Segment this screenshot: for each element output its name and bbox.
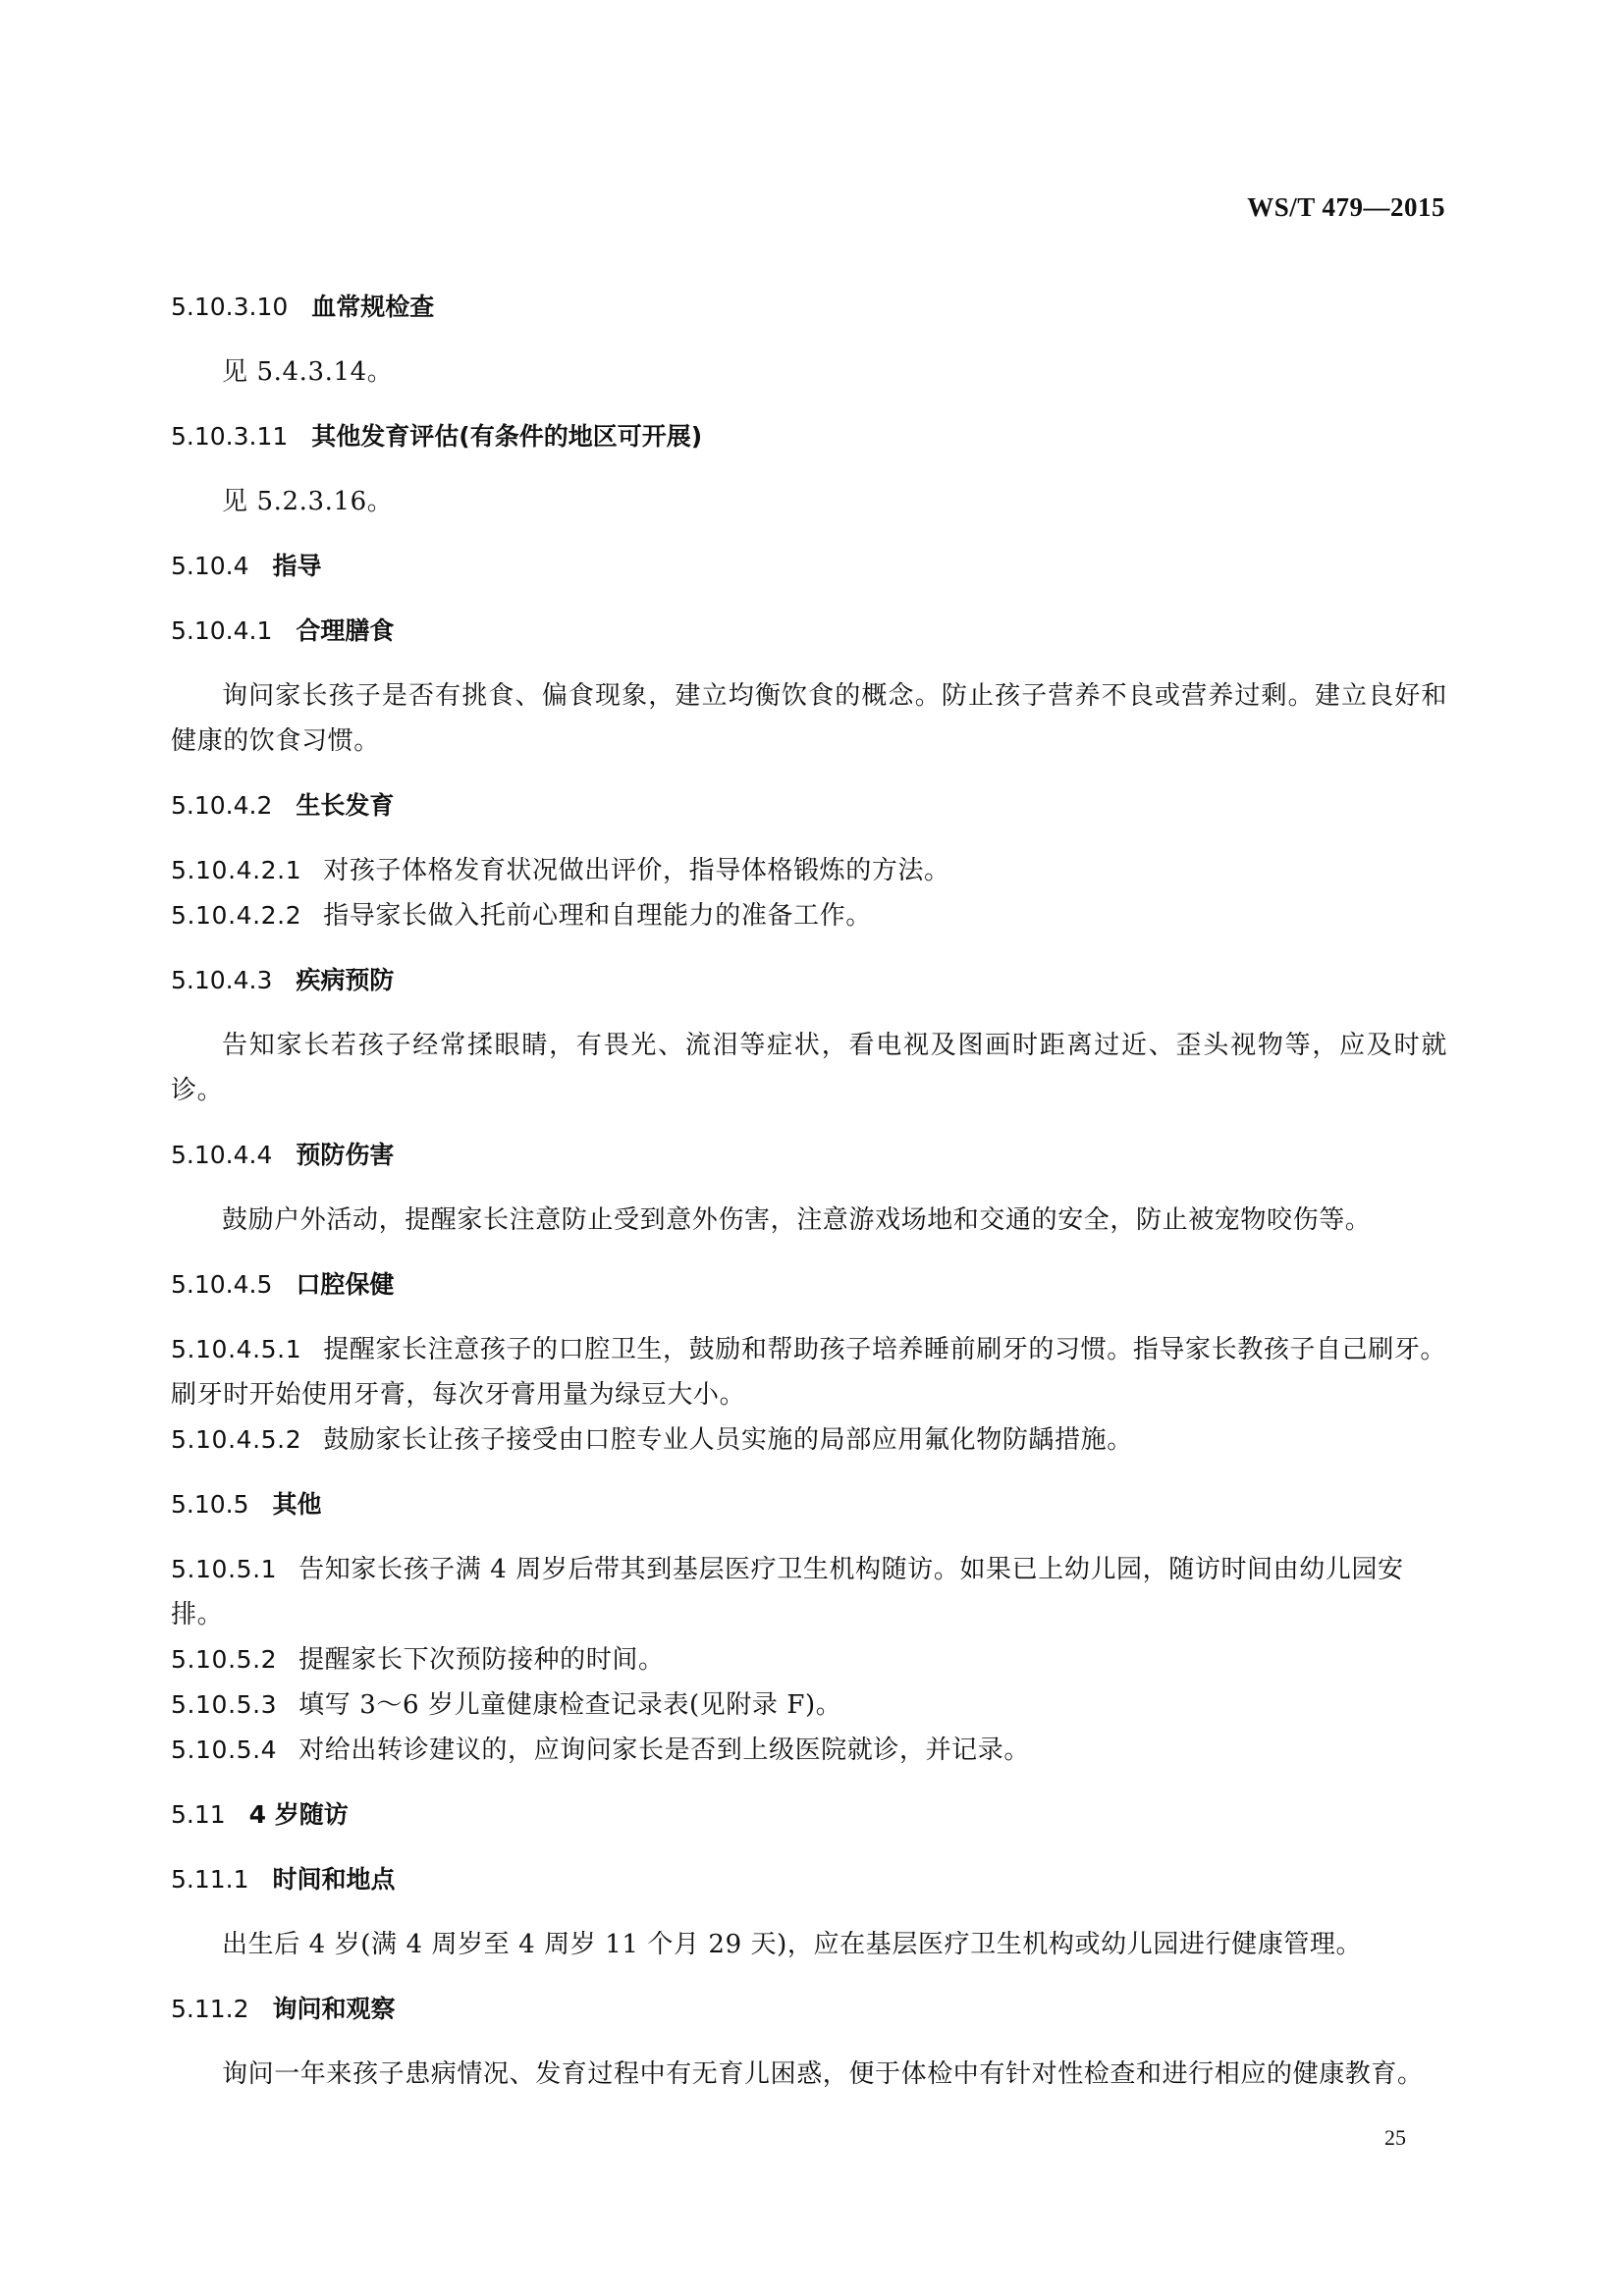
section-title: 预防伤害 [296,1141,395,1169]
body-paragraph: 询问一年来孩子患病情况、发育过程中有无育儿困惑，便于体检中有针对性检查和进行相应的健康教育。 [222,2059,1424,2089]
section-title: 疾病预防 [296,966,395,994]
section-title: 4 岁随访 [248,1800,349,1829]
section-number: 5.10.4.3 [171,966,273,994]
section-number: 5.10.4.1 [171,616,273,645]
clause-text: 提醒家长注意孩子的口腔卫生，鼓励和帮助孩子培养睡前刷牙的习惯。指导家长教孩子自己刷牙。刷牙时开始使用牙膏，每次牙膏用量为绿豆大小。 [171,1335,1447,1410]
clause-number: 5.10.5.1 [171,1555,278,1583]
section-heading [171,958,1447,1003]
section-number: 5.11 [171,1800,226,1829]
clause-number: 5.10.4.5.1 [171,1335,302,1363]
clause-number: 5.10.5.4 [171,1735,278,1764]
body-paragraph: 见 5.2.3.16。 [222,487,394,516]
section-number: 5.10.4.4 [171,1141,273,1169]
section-number: 5.10.4.5 [171,1270,273,1299]
section-heading [171,414,1447,459]
clause-text: 对孩子体格发育状况做出评价，指导体格锻炼的方法。 [323,856,950,885]
clause-text: 填写 3～6 岁儿童健康检查记录表(见附录 F)。 [298,1690,842,1720]
section-title: 时间和地点 [272,1865,396,1894]
clause-text: 指导家长做入托前心理和自理能力的准备工作。 [323,901,872,931]
section-title: 口腔保健 [296,1270,395,1299]
clause-text: 提醒家长下次预防接种的时间。 [298,1645,665,1675]
document-body [171,285,1447,2116]
numbered-clause [171,1547,1447,1637]
section-number: 5.10.4.2 [171,791,273,820]
section-title: 其他 [272,1490,322,1519]
section-heading [171,1262,1447,1308]
section-number: 5.10.5 [171,1490,249,1519]
numbered-clause [171,848,1447,893]
section-heading [171,1857,1447,1902]
section-heading [171,1133,1447,1178]
section-number: 5.10.4 [171,552,249,580]
clause-number: 5.10.4.2.2 [171,901,302,930]
section-number: 5.11.1 [171,1865,249,1894]
section-heading [171,1792,1447,1838]
page-number: 25 [1384,2125,1406,2150]
clause-number: 5.10.5.2 [171,1645,278,1674]
numbered-clause [171,1417,1447,1463]
numbered-clause [171,1637,1447,1682]
body-paragraph: 询问家长孩子是否有挑食、偏食现象，建立均衡饮食的概念。防止孩子营养不良或营养过剩。建立良好和健康的饮食习惯。 [171,681,1447,756]
section-heading [171,544,1447,589]
section-title: 其他发育评估(有条件的地区可开展) [311,422,703,451]
section-title: 指导 [272,552,322,580]
standard-code: WS/T 479—2015 [1247,192,1445,222]
clause-number: 5.10.4.2.1 [171,856,302,884]
section-heading [171,609,1447,654]
section-heading [171,1987,1447,2032]
clause-text: 鼓励家长让孩子接受由口腔专业人员实施的局部应用氟化物防龋措施。 [323,1425,1133,1455]
section-number: 5.11.2 [171,1995,249,2023]
body-paragraph: 告知家长若孩子经常揉眼睛，有畏光、流泪等症状，看电视及图画时距离过近、歪头视物等，应及时就诊。 [171,1031,1447,1105]
section-number: 5.10.3.10 [171,293,289,321]
section-title: 合理膳食 [296,616,395,645]
section-title: 询问和观察 [272,1995,396,2023]
clause-number: 5.10.4.5.2 [171,1425,302,1454]
section-heading [171,1482,1447,1527]
section-heading [171,285,1447,330]
section-title: 血常规检查 [311,293,435,321]
clause-text: 告知家长孩子满 4 周岁后带其到基层医疗卫生机构随访。如果已上幼儿园，随访时间由幼儿园安排。 [171,1555,1404,1629]
numbered-clause [171,893,1447,938]
section-heading [171,783,1447,828]
numbered-clause [171,1327,1447,1417]
body-paragraph: 见 5.4.3.14。 [222,357,394,387]
body-paragraph: 出生后 4 岁(满 4 周岁至 4 周岁 11 个月 29 天)，应在基层医疗卫生机构或幼儿园进行健康管理。 [222,1930,1363,1959]
clause-text: 对给出转诊建议的，应询问家长是否到上级医院就诊，并记录。 [298,1735,1030,1765]
section-number: 5.10.3.11 [171,422,289,451]
numbered-clause [171,1728,1447,1773]
numbered-clause [171,1682,1447,1728]
clause-number: 5.10.5.3 [171,1690,278,1719]
body-paragraph: 鼓励户外活动，提醒家长注意防止受到意外伤害，注意游戏场地和交通的安全，防止被宠物咬伤等。 [222,1205,1372,1235]
section-title: 生长发育 [296,791,395,820]
